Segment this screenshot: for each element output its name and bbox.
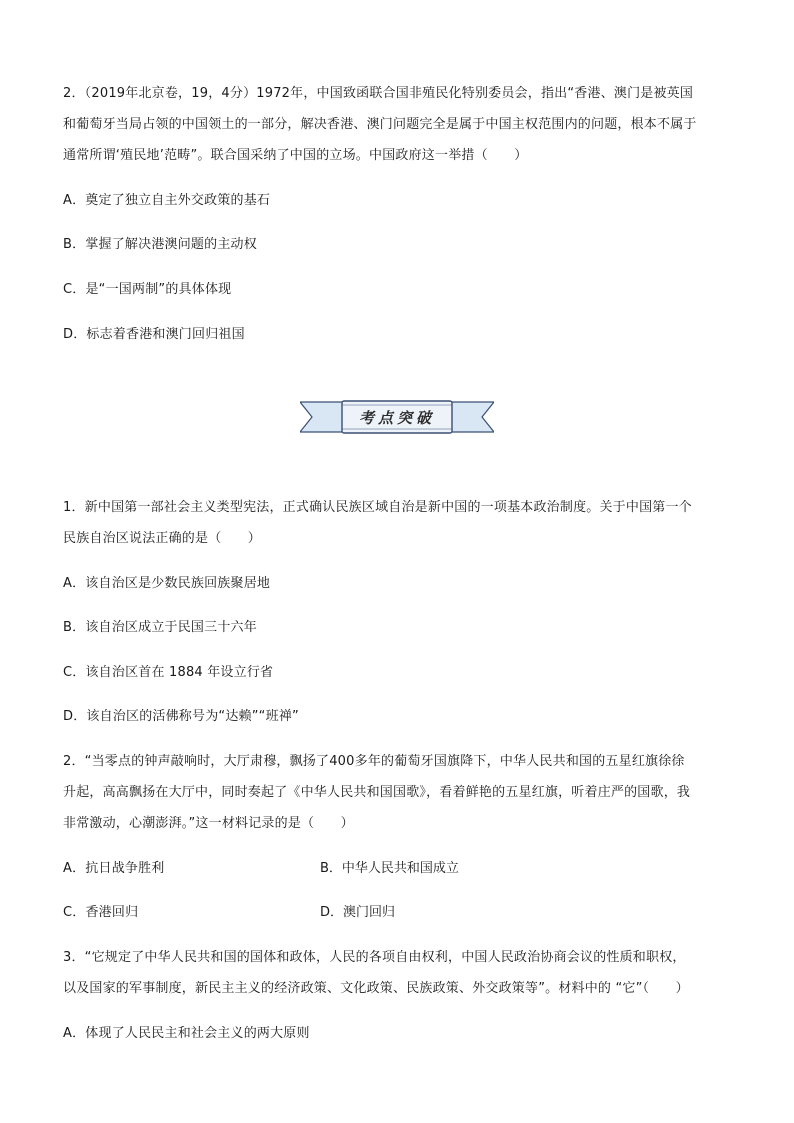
question-text-line: 以及国家的军事制度，新民主主义的经济政策、文化政策、民族政策、外交政策等”。材料中的 “它”（ ） — [63, 981, 689, 996]
option-a: A．该自治区是少数民族回族聚居地 — [63, 576, 271, 591]
option-a: A．奠定了独立自主外交政策的基石 — [63, 193, 271, 208]
question-text-line: 2．（2019年北京卷，19，4分）1972年，中国致函联合国非殖民化特别委员会，指出“香港、澳门是被英国 — [63, 86, 694, 101]
option-b: B．掌握了解决港澳问题的主动权 — [63, 237, 257, 252]
option-c: C．是“一国两制”的具体体现 — [63, 282, 232, 297]
question-text-line: 非常激动，心潮澎湃。”这一材料记录的是（ ） — [63, 816, 354, 831]
option-b: B．中华人民共和国成立 — [320, 861, 459, 876]
option-c: C．该自治区首在 1884 年设立行省 — [63, 665, 274, 680]
question-text-line: 和葡萄牙当局占领的中国领土的一部分，解决香港、澳门问题完全是属于中国主权范围内的问题，根本不属于 — [63, 117, 697, 132]
question-text-line: 升起，高高飘扬在大厅中，同时奏起了《中华人民共和国国歌》，看着鲜艳的五星红旗，听着庄严的国歌，我 — [63, 785, 691, 800]
option-a: A．体现了人民民主和社会主义的两大原则 — [63, 1026, 310, 1041]
section-banner — [300, 399, 494, 435]
option-a: A．抗日战争胜利 — [63, 861, 165, 876]
option-d: D．该自治区的活佛称号为“达赖”“班禅” — [63, 709, 299, 724]
question-text-line: 2．“当零点的钟声敲响时，大厅肃穆，飘扬了400多年的葡萄牙国旗降下，中华人民共和国的五星红旗徐徐 — [63, 754, 685, 769]
question-text-line: 通常所谓‘殖民地’范畴”。联合国采纳了中国的立场。中国政府这一举措（ ） — [63, 148, 528, 163]
option-b: B．该自治区成立于民国三十六年 — [63, 620, 257, 635]
section-banner-title: 考点突破 — [358, 408, 435, 427]
question-text-line: 1．新中国第一部社会主义类型宪法，正式确认民族区域自治是新中国的一项基本政治制度。关于中国第一个 — [63, 500, 692, 515]
option-d: D．澳门回归 — [320, 905, 396, 920]
question-text-line: 民族自治区说法正确的是（ ） — [63, 531, 262, 546]
question-text-line: 3．“它规定了中华人民共和国的国体和政体，人民的各项自由权利，中国人民政治协商会议的性质和职权， — [63, 950, 686, 965]
option-d: D．标志着香港和澳门回归祖国 — [63, 327, 245, 342]
option-c: C．香港回归 — [63, 905, 139, 920]
